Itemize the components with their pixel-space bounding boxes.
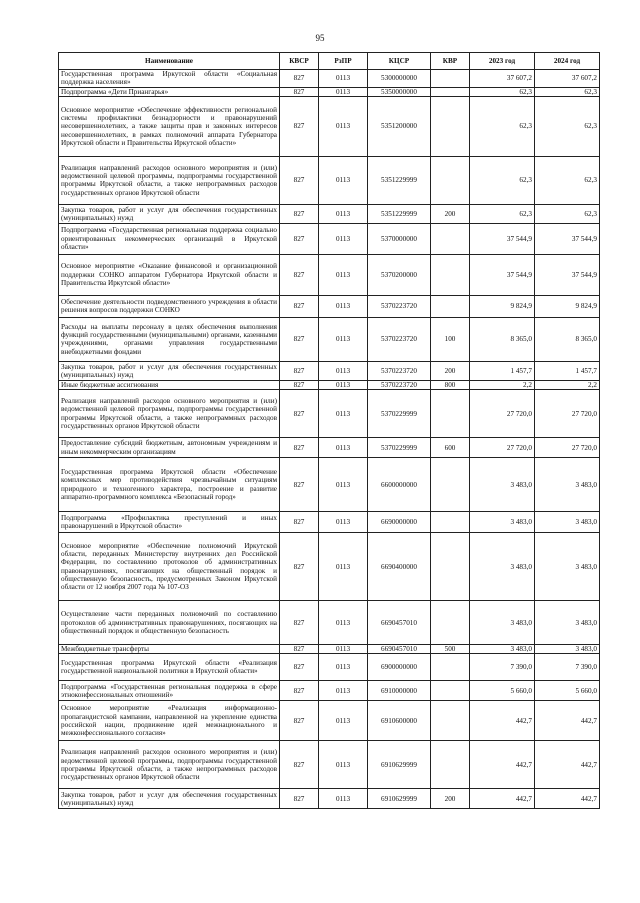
cell-year-2024: 442,7 — [535, 789, 600, 809]
table-row — [59, 317, 600, 361]
cell-rzpr: 0113 — [319, 512, 368, 533]
cell-year-2023: 37 607,2 — [470, 70, 535, 88]
cell-name: Государственная программа Иркутской области «Обеспечение комплексных мер противодействия чрезвычайным ситуациям природного и техногенного характера, построение и развитие аппаратно-программного комплекса «Безопасный город» — [59, 458, 280, 512]
cell-rzpr: 0113 — [319, 295, 368, 317]
header-year-2023: 2023 год — [470, 53, 535, 70]
cell-kvsr: 827 — [280, 789, 319, 809]
cell-year-2024: 62,3 — [535, 204, 600, 223]
cell-kcsr: 5370223720 — [368, 380, 431, 389]
cell-year-2023: 62,3 — [470, 156, 535, 204]
cell-name: Реализация направлений расходов основного мероприятия и (или) ведомственной целевой программы, подпрограммы государственной программы Иркутской области, а также непрограммных расходов государственных органов Иркутской области — [59, 741, 280, 789]
cell-name: Основное мероприятие «Оказание финансовой и организационной поддержки СОНКО аппаратом Губернатора Иркутской области и Правительства Иркутской области» — [59, 254, 280, 295]
cell-year-2024: 442,7 — [535, 741, 600, 789]
table-row — [59, 533, 600, 601]
cell-kcsr: 5351229999 — [368, 204, 431, 223]
cell-kvr: 200 — [431, 789, 470, 809]
cell-kvsr: 827 — [280, 701, 319, 741]
cell-kcsr: 5370000000 — [368, 223, 431, 254]
table-row — [59, 70, 600, 88]
cell-kcsr: 6600000000 — [368, 458, 431, 512]
cell-year-2024: 3 483,0 — [535, 645, 600, 654]
cell-year-2024: 3 483,0 — [535, 533, 600, 601]
cell-name: Основное мероприятие «Реализация информационно-пропагандистской кампании, направленной на укрепление единства российской нации, продвижение идей межнационального и межконфессионального согласия» — [59, 701, 280, 741]
cell-rzpr: 0113 — [319, 390, 368, 438]
cell-name: Расходы на выплаты персоналу в целях обеспечения выполнения функций государственными (муниципальными) органами, казенными учреждениями, органами управления государственными внебюджетными фондами — [59, 317, 280, 361]
cell-name: Межбюджетные трансферты — [59, 645, 280, 654]
cell-year-2023: 27 720,0 — [470, 438, 535, 458]
cell-year-2024: 62,3 — [535, 156, 600, 204]
cell-year-2023: 3 483,0 — [470, 512, 535, 533]
cell-year-2023: 62,3 — [470, 87, 535, 96]
table-row — [59, 681, 600, 701]
cell-year-2023: 37 544,9 — [470, 254, 535, 295]
cell-name: Подпрограмма «Профилактика преступлений и иных правонарушений в Иркутской области» — [59, 512, 280, 533]
cell-kvsr: 827 — [280, 295, 319, 317]
table-row — [59, 645, 600, 654]
table-header-row — [59, 53, 600, 70]
cell-rzpr: 0113 — [319, 204, 368, 223]
cell-year-2023: 442,7 — [470, 789, 535, 809]
cell-kcsr: 6690457010 — [368, 601, 431, 645]
cell-kvr — [431, 701, 470, 741]
cell-kvsr: 827 — [280, 361, 319, 380]
cell-kcsr: 5370223720 — [368, 295, 431, 317]
cell-name: Предоставление субсидий бюджетным, автономным учреждениям и иным некоммерческим организациям — [59, 438, 280, 458]
table-row — [59, 741, 600, 789]
cell-kcsr: 5370223720 — [368, 317, 431, 361]
cell-year-2023: 442,7 — [470, 701, 535, 741]
cell-kcsr: 6910600000 — [368, 701, 431, 741]
header-kcsr: КЦСР — [368, 53, 431, 70]
cell-kcsr: 6690457010 — [368, 645, 431, 654]
cell-name: Реализация направлений расходов основного мероприятия и (или) ведомственной целевой программы, подпрограммы государственной программы Иркутской области, а также непрограммных расходов государственных органов Иркутской области — [59, 390, 280, 438]
cell-name: Реализация направлений расходов основного мероприятия и (или) ведомственной целевой программы, подпрограммы государственной программы Иркутской области, а также непрограммных расходов государственных органов Иркутской области — [59, 156, 280, 204]
cell-year-2023: 3 483,0 — [470, 458, 535, 512]
cell-year-2023: 9 824,9 — [470, 295, 535, 317]
cell-year-2024: 442,7 — [535, 701, 600, 741]
cell-name: Иные бюджетные ассигнования — [59, 380, 280, 389]
cell-kvr: 200 — [431, 361, 470, 380]
table-row — [59, 390, 600, 438]
table-row — [59, 361, 600, 380]
cell-year-2023: 3 483,0 — [470, 645, 535, 654]
cell-year-2024: 1 457,7 — [535, 361, 600, 380]
cell-name: Закупка товаров, работ и услуг для обеспечения государственных (муниципальных) нужд — [59, 361, 280, 380]
cell-kcsr: 6900000000 — [368, 654, 431, 681]
cell-kcsr: 5370229999 — [368, 438, 431, 458]
cell-kcsr: 5370200000 — [368, 254, 431, 295]
cell-kvr — [431, 223, 470, 254]
cell-kcsr: 6910629999 — [368, 741, 431, 789]
cell-year-2023: 5 660,0 — [470, 681, 535, 701]
cell-year-2024: 62,3 — [535, 96, 600, 156]
cell-rzpr: 0113 — [319, 741, 368, 789]
cell-kvsr: 827 — [280, 317, 319, 361]
cell-name: Обеспечение деятельности подведомственного учреждения в области решения вопросов поддержки СОНКО — [59, 295, 280, 317]
cell-kvsr: 827 — [280, 96, 319, 156]
cell-kvsr: 827 — [280, 87, 319, 96]
cell-year-2023: 3 483,0 — [470, 533, 535, 601]
cell-kcsr: 6910629999 — [368, 789, 431, 809]
cell-kvsr: 827 — [280, 380, 319, 389]
cell-rzpr: 0113 — [319, 254, 368, 295]
cell-rzpr: 0113 — [319, 380, 368, 389]
cell-rzpr: 0113 — [319, 156, 368, 204]
cell-kcsr: 5351229999 — [368, 156, 431, 204]
cell-year-2023: 62,3 — [470, 204, 535, 223]
cell-year-2023: 8 365,0 — [470, 317, 535, 361]
cell-kvsr: 827 — [280, 741, 319, 789]
cell-kvr — [431, 87, 470, 96]
cell-kvr — [431, 458, 470, 512]
header-kvr: КВР — [431, 53, 470, 70]
header-name: Наименование — [59, 53, 280, 70]
cell-year-2023: 2,2 — [470, 380, 535, 389]
cell-kvsr: 827 — [280, 533, 319, 601]
header-rzpr: РзПР — [319, 53, 368, 70]
cell-kvsr: 827 — [280, 204, 319, 223]
cell-kvsr: 827 — [280, 645, 319, 654]
cell-kvr — [431, 741, 470, 789]
cell-name: Закупка товаров, работ и услуг для обеспечения государственных (муниципальных) нужд — [59, 789, 280, 809]
cell-kvsr: 827 — [280, 390, 319, 438]
page-number: 95 — [315, 33, 325, 43]
cell-kvr — [431, 533, 470, 601]
table-body — [59, 70, 600, 809]
cell-rzpr: 0113 — [319, 223, 368, 254]
table-row — [59, 295, 600, 317]
cell-year-2024: 3 483,0 — [535, 458, 600, 512]
table-row — [59, 223, 600, 254]
cell-kvsr: 827 — [280, 223, 319, 254]
table-row — [59, 654, 600, 681]
cell-rzpr: 0113 — [319, 361, 368, 380]
cell-kvsr: 827 — [280, 512, 319, 533]
cell-name: Основное мероприятие «Обеспечение эффективности региональной системы профилактики безнадзорности и правонарушений несовершеннолетних, а также защиты прав и законных интересов несовершеннолетних, в рамках полномочий аппарата Губернатора Иркутской области и Правительства Иркутской области» — [59, 96, 280, 156]
cell-name: Подпрограмма «Государственная региональная поддержка в сфере этноконфессиональных отношений» — [59, 681, 280, 701]
cell-year-2023: 3 483,0 — [470, 601, 535, 645]
cell-kvsr: 827 — [280, 654, 319, 681]
cell-rzpr: 0113 — [319, 458, 368, 512]
cell-kvr: 100 — [431, 317, 470, 361]
cell-rzpr: 0113 — [319, 601, 368, 645]
cell-rzpr: 0113 — [319, 789, 368, 809]
cell-name: Государственная программа Иркутской области «Реализация государственной национальной политики в Иркутской области» — [59, 654, 280, 681]
cell-kcsr: 6690000000 — [368, 512, 431, 533]
cell-rzpr: 0113 — [319, 87, 368, 96]
cell-kvr — [431, 654, 470, 681]
cell-kvsr: 827 — [280, 601, 319, 645]
cell-year-2024: 9 824,9 — [535, 295, 600, 317]
cell-year-2024: 3 483,0 — [535, 601, 600, 645]
cell-kvr — [431, 70, 470, 88]
cell-name: Подпрограмма «Дети Приангарья» — [59, 87, 280, 96]
cell-kvr — [431, 156, 470, 204]
table-row — [59, 156, 600, 204]
cell-year-2024: 8 365,0 — [535, 317, 600, 361]
table-row — [59, 96, 600, 156]
header-year-2024: 2024 год — [535, 53, 600, 70]
cell-kcsr: 5370229999 — [368, 390, 431, 438]
table-row — [59, 701, 600, 741]
cell-rzpr: 0113 — [319, 645, 368, 654]
cell-kvr — [431, 681, 470, 701]
cell-name: Закупка товаров, работ и услуг для обеспечения государственных (муниципальных) нужд — [59, 204, 280, 223]
cell-kvr — [431, 601, 470, 645]
cell-kcsr: 5300000000 — [368, 70, 431, 88]
cell-year-2024: 2,2 — [535, 380, 600, 389]
cell-rzpr: 0113 — [319, 533, 368, 601]
cell-rzpr: 0113 — [319, 438, 368, 458]
table-row — [59, 458, 600, 512]
cell-kcsr: 5351200000 — [368, 96, 431, 156]
cell-year-2024: 37 544,9 — [535, 254, 600, 295]
cell-rzpr: 0113 — [319, 681, 368, 701]
cell-year-2024: 5 660,0 — [535, 681, 600, 701]
cell-name: Подпрограмма «Государственная региональная поддержка социально ориентированных некоммерческих организаций в Иркутской области» — [59, 223, 280, 254]
cell-year-2024: 62,3 — [535, 87, 600, 96]
table-row — [59, 601, 600, 645]
cell-kvr — [431, 390, 470, 438]
cell-year-2024: 27 720,0 — [535, 390, 600, 438]
cell-kvsr: 827 — [280, 70, 319, 88]
cell-kvsr: 827 — [280, 458, 319, 512]
cell-year-2023: 7 390,0 — [470, 654, 535, 681]
cell-year-2024: 27 720,0 — [535, 438, 600, 458]
cell-kvr: 600 — [431, 438, 470, 458]
cell-name: Осуществление части переданных полномочий по составлению протоколов об административных правонарушениях, посягающих на общественный порядок и общественную безопасность — [59, 601, 280, 645]
cell-name: Основное мероприятие «Обеспечение полномочий Иркутской области, переданных Министерству внутренних дел Российской Федерации, по составлению протоколов об административных правонарушениях, посягающих на общественный порядок и общественную безопасность, предусмотренных Законом Иркутской области от 12 ноября 2007 года № 107-ОЗ — [59, 533, 280, 601]
cell-rzpr: 0113 — [319, 317, 368, 361]
cell-kvr — [431, 96, 470, 156]
cell-kvr — [431, 254, 470, 295]
header-kvsr: КВСР — [280, 53, 319, 70]
cell-rzpr: 0113 — [319, 96, 368, 156]
cell-kvsr: 827 — [280, 156, 319, 204]
cell-kcsr: 5350000000 — [368, 87, 431, 96]
cell-year-2024: 3 483,0 — [535, 512, 600, 533]
cell-kvr: 800 — [431, 380, 470, 389]
cell-kvsr: 827 — [280, 254, 319, 295]
table-row — [59, 789, 600, 809]
table-row — [59, 512, 600, 533]
table-row — [59, 254, 600, 295]
cell-kvr: 500 — [431, 645, 470, 654]
cell-year-2023: 37 544,9 — [470, 223, 535, 254]
cell-kvr — [431, 295, 470, 317]
cell-kvsr: 827 — [280, 438, 319, 458]
table-row — [59, 438, 600, 458]
cell-kvsr: 827 — [280, 681, 319, 701]
cell-year-2024: 37 607,2 — [535, 70, 600, 88]
cell-kvr: 200 — [431, 204, 470, 223]
table-row — [59, 204, 600, 223]
cell-kvr — [431, 512, 470, 533]
cell-kcsr: 5370223720 — [368, 361, 431, 380]
budget-table — [58, 52, 600, 809]
cell-kcsr: 6690400000 — [368, 533, 431, 601]
cell-kcsr: 6910000000 — [368, 681, 431, 701]
cell-rzpr: 0113 — [319, 70, 368, 88]
cell-year-2024: 7 390,0 — [535, 654, 600, 681]
table-row — [59, 87, 600, 96]
cell-year-2024: 37 544,9 — [535, 223, 600, 254]
cell-rzpr: 0113 — [319, 701, 368, 741]
cell-name: Государственная программа Иркутской области «Социальная поддержка населения» — [59, 70, 280, 88]
cell-rzpr: 0113 — [319, 654, 368, 681]
table-row — [59, 380, 600, 389]
cell-year-2023: 27 720,0 — [470, 390, 535, 438]
cell-year-2023: 1 457,7 — [470, 361, 535, 380]
cell-year-2023: 62,3 — [470, 96, 535, 156]
cell-year-2023: 442,7 — [470, 741, 535, 789]
